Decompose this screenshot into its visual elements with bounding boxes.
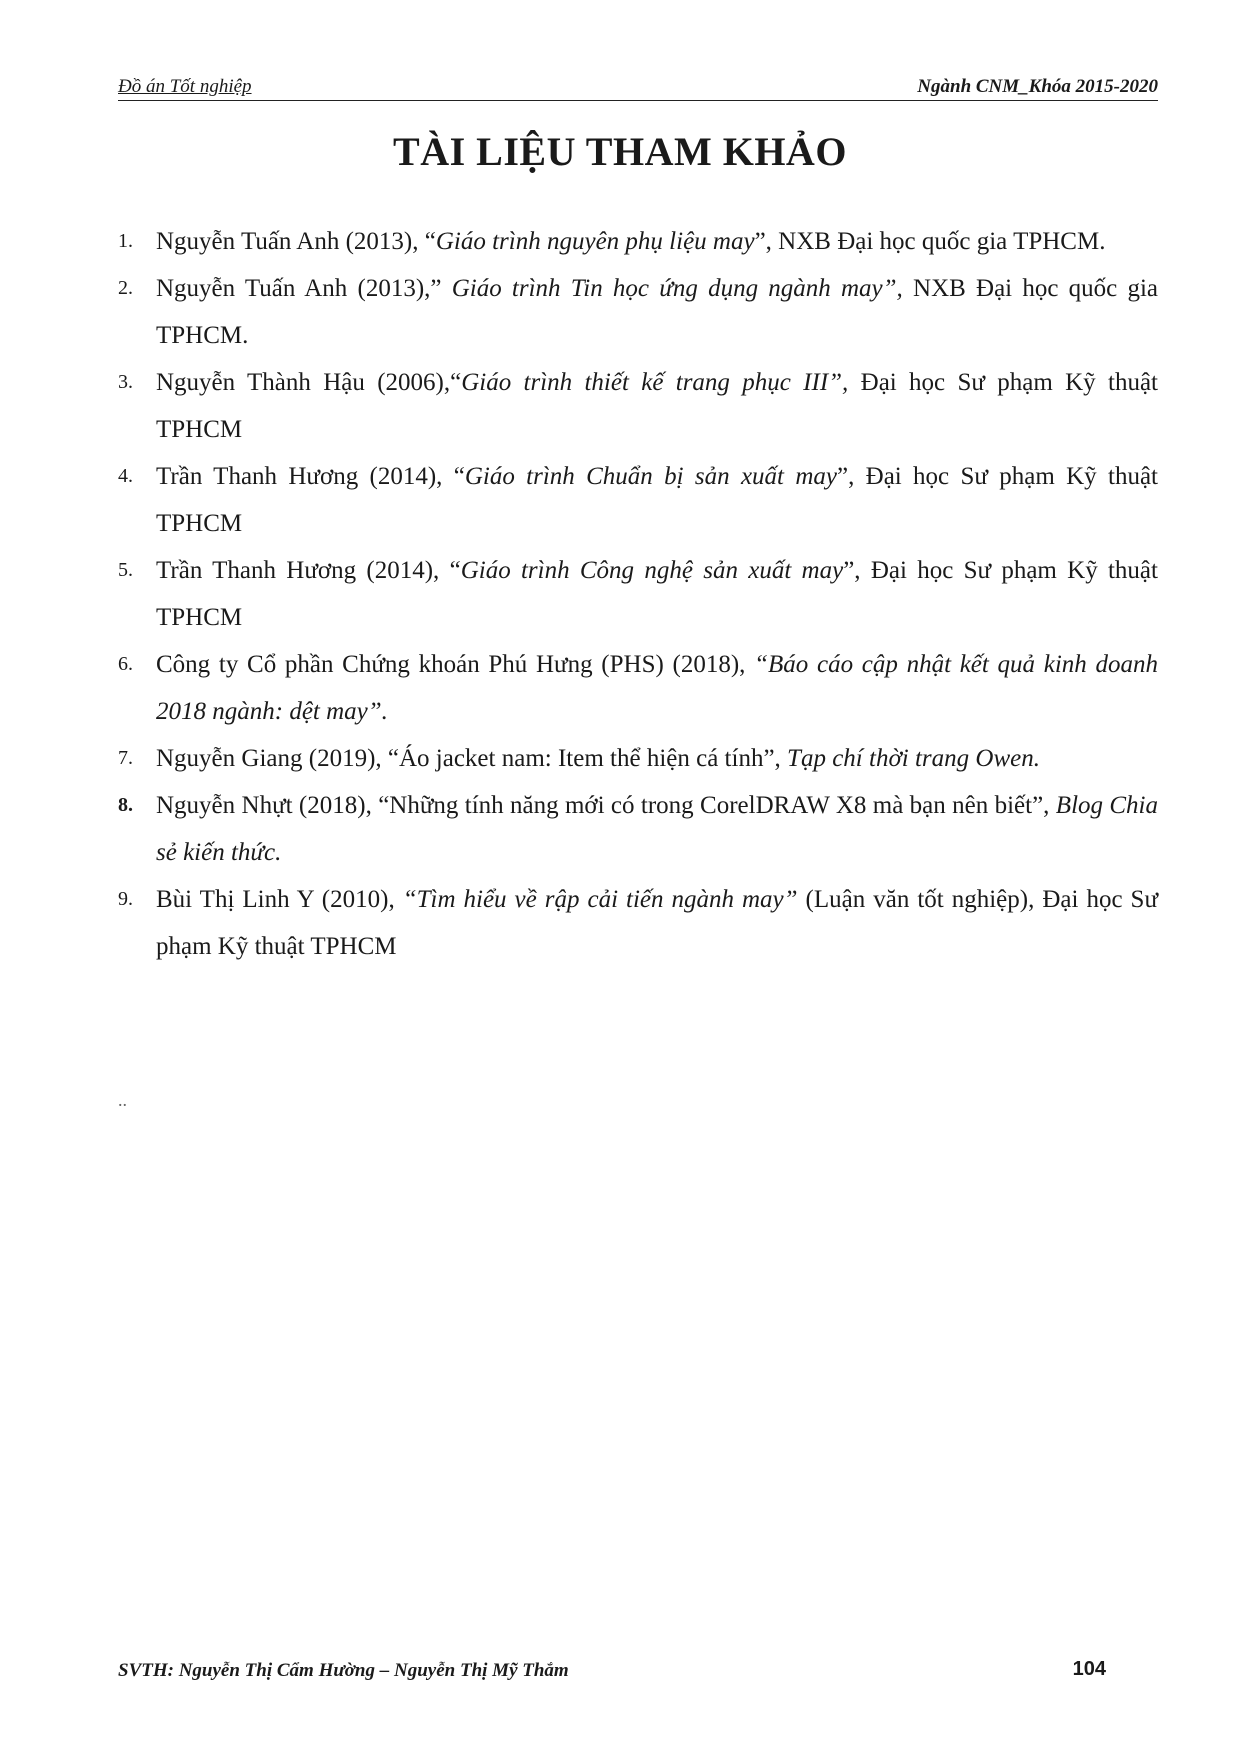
reference-title: Tạp chí thời trang Owen. xyxy=(787,745,1040,772)
reference-source: ”, Đại học Sư phạm Kỹ thuật TPHCM xyxy=(156,557,1158,631)
reference-title: Blog Chia sẻ kiến thức. xyxy=(156,792,1158,866)
reference-item xyxy=(118,547,1158,641)
reference-number: 8. xyxy=(118,794,133,816)
header-document-type: Đồ án Tốt nghiệp xyxy=(118,76,252,97)
reference-item xyxy=(118,265,1158,359)
reference-text: Trần Thanh Hương (2014), “ xyxy=(156,557,461,584)
reference-source: (Luận văn tốt nghiệp), Đại học Sư phạm Kỹ thuật TPHCM xyxy=(156,886,1159,960)
reference-source: NXB Đại học quốc gia TPHCM. xyxy=(156,275,1158,349)
reference-item xyxy=(118,876,1158,970)
reference-item xyxy=(118,782,1158,876)
reference-number: 5. xyxy=(118,559,133,581)
reference-text: Nguyễn Tuấn Anh (2013),” xyxy=(156,275,452,302)
reference-item xyxy=(118,453,1158,547)
reference-source: ”, NXB Đại học quốc gia TPHCM. xyxy=(754,228,1106,255)
reference-number: 3. xyxy=(118,371,133,393)
reference-text: Bùi Thị Linh Y (2010), xyxy=(156,886,403,913)
page-header xyxy=(118,74,1158,101)
footer-authors: SVTH: Nguyễn Thị Cẩm Hường – Nguyễn Thị Mỹ Thắm xyxy=(118,1660,569,1681)
reference-number: 2. xyxy=(118,277,133,299)
page-title: TÀI LIỆU THAM KHẢO xyxy=(393,129,847,174)
reference-number: 6. xyxy=(118,653,133,675)
reference-number: 9. xyxy=(118,888,133,910)
reference-text: Nguyễn Thành Hậu (2006),“ xyxy=(156,369,462,396)
reference-item xyxy=(118,641,1158,735)
reference-text: Nguyễn Giang (2019), “Áo jacket nam: Item thể hiện cá tính”, xyxy=(156,745,788,772)
reference-item xyxy=(118,359,1158,453)
reference-text: Nguyễn Tuấn Anh (2013), “ xyxy=(156,228,436,255)
reference-text: Trần Thanh Hương (2014), “ xyxy=(156,463,465,490)
header-course-info: Ngành CNM_Khóa 2015-2020 xyxy=(917,76,1158,97)
reference-list xyxy=(118,218,1158,970)
reference-title: “Báo cáo cập nhật kết quả kinh doanh 2018 ngành: dệt may”. xyxy=(156,651,1158,725)
reference-title: Giáo trình nguyên phụ liệu may xyxy=(435,228,755,255)
reference-number: 4. xyxy=(118,465,133,487)
reference-number: 7. xyxy=(118,747,133,769)
reference-item xyxy=(118,735,1158,782)
trailing-marks: .. xyxy=(118,1090,127,1110)
reference-text: Nguyễn Nhựt (2018), “Những tính năng mới có trong CorelDRAW X8 mà bạn nên biết”, xyxy=(156,792,1056,819)
reference-number: 1. xyxy=(118,230,133,252)
reference-source: Đại học Sư phạm Kỹ thuật TPHCM xyxy=(156,369,1158,443)
reference-text: Công ty Cổ phần Chứng khoán Phú Hưng (PHS) (2018), xyxy=(156,651,755,678)
page-footer xyxy=(118,1660,1158,1692)
reference-item xyxy=(118,218,1158,265)
reference-title: Giáo trình Tin học ứng dụng ngành may”, xyxy=(451,275,903,302)
reference-source: ”, Đại học Sư phạm Kỹ thuật TPHCM xyxy=(156,463,1158,537)
reference-title: Giáo trình thiết kế trang phục III”, xyxy=(461,369,849,396)
page-number: 104 xyxy=(1072,1658,1106,1680)
reference-title: Giáo trình Công nghệ sản xuất may xyxy=(460,557,844,584)
reference-title: Giáo trình Chuẩn bị sản xuất may xyxy=(464,463,837,490)
reference-title: “Tìm hiểu về rập cải tiến ngành may” xyxy=(402,886,798,913)
